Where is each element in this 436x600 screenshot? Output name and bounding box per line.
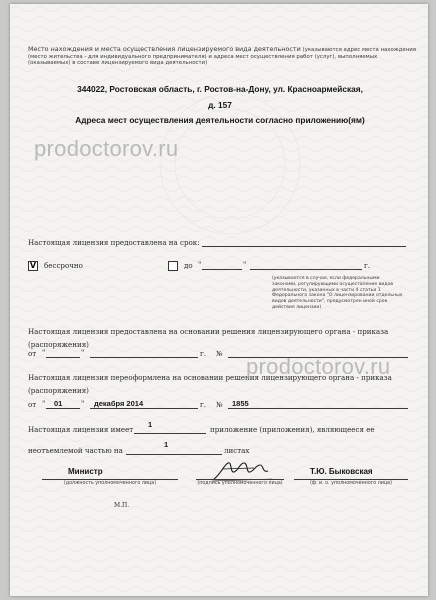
watermark-top: prodoctorov.ru [34, 136, 179, 161]
basis-year: г. [200, 349, 206, 358]
reissue-day: 01 [54, 399, 63, 408]
location-intro-text: Место нахождения и места осуществления лицензируемого вида деятельности [28, 45, 301, 53]
reissue-number-line [228, 408, 408, 409]
reissue-year: г. [200, 400, 206, 409]
reissue-quote-close: " [81, 399, 85, 408]
attach-text-2: приложение (приложения), являющееся ее [210, 425, 375, 434]
attach-sheets-line [126, 454, 222, 455]
term-note: (указывается в случае, если федеральными законами, регулирующими осуществление видов деятельности, указанных в части 4 статьи 1 Федерального закона "О лицензировании отдельных видов деятельности", предусмотрен иной срок действия лицензии) [272, 276, 403, 310]
address-line-1: 344022, Ростовская область, г. Ростов-на-Дону, ул. Красноармейская, [77, 84, 363, 94]
reissue-number-sign: № [216, 400, 223, 409]
basis-from: от [28, 349, 37, 358]
address-line-3: Адреса мест осуществления деятельности согласно приложению(ям) [75, 115, 365, 125]
basis-text: Настоящая лицензия предоставлена на основании решения лицензирующего органа - приказа (распоряжения) [28, 327, 389, 349]
signer-position-line [42, 479, 178, 480]
indefinite-checkbox[interactable]: V [29, 261, 37, 270]
signature-line [196, 479, 284, 480]
term-quote-close: " [243, 260, 247, 269]
signer-position: Министр [68, 467, 103, 476]
term-day-line [202, 269, 242, 270]
basis-quote-close: " [81, 348, 85, 357]
attach-text-1: Настоящая лицензия имеет [28, 425, 134, 434]
attach-count: 1 [148, 420, 153, 429]
reissue-month-year: декабря 2014 [94, 399, 144, 408]
watermark-bottom: prodoctorov.ru [246, 354, 391, 379]
attach-sheets: 1 [164, 440, 169, 449]
signer-signature-note: (подпись уполномоченного лица) [197, 481, 283, 486]
reissue-month-line [90, 408, 198, 409]
reissue-from: от [28, 400, 37, 409]
attach-text-4: листах [224, 446, 250, 455]
reissue-text: Настоящая лицензия переоформлена на основании решения лицензирующего органа - приказа (распоряжения) [28, 373, 392, 395]
basis-number: № [216, 349, 223, 358]
term-quote-open: " [198, 260, 202, 269]
attach-text-3: неотъемлемой частью на [28, 446, 123, 455]
term-label-line [202, 246, 406, 247]
reissue-day-line [46, 408, 80, 409]
address-line-2: д. 157 [208, 100, 232, 110]
signer-name-line [294, 479, 408, 480]
term-year: г. [364, 261, 370, 270]
location-intro [28, 46, 420, 67]
attach-count-line [134, 433, 206, 434]
term-until-prefix: до [184, 261, 193, 270]
term-label: Настоящая лицензия предоставлена на срок: [28, 238, 200, 247]
signer-name: Т.Ю. Быковская [310, 467, 373, 476]
basis-month-line [90, 357, 198, 358]
signer-position-note: (должность уполномоченного лица) [63, 481, 157, 486]
location-note: (указываются адрес места нахождения (место жительства - для индивидуального предпринимателя) и адреса мест осуществления работ (услуг), выполняемых (оказываемых) в составе лицензируемого вида деятельности) [28, 47, 416, 67]
basis-quote-open: " [42, 348, 46, 357]
term-indefinite: бессрочно [44, 261, 83, 270]
signer-name-note: (ф. и. о. уполномоченного лица) [309, 481, 392, 486]
reissue-quote-open: " [42, 399, 46, 408]
term-month-line [250, 269, 362, 270]
stamp-place: М.П. [114, 502, 130, 509]
until-checkbox[interactable] [168, 261, 178, 271]
basis-day-line [46, 357, 80, 358]
reissue-number: 1855 [232, 399, 249, 408]
license-page [10, 4, 428, 596]
